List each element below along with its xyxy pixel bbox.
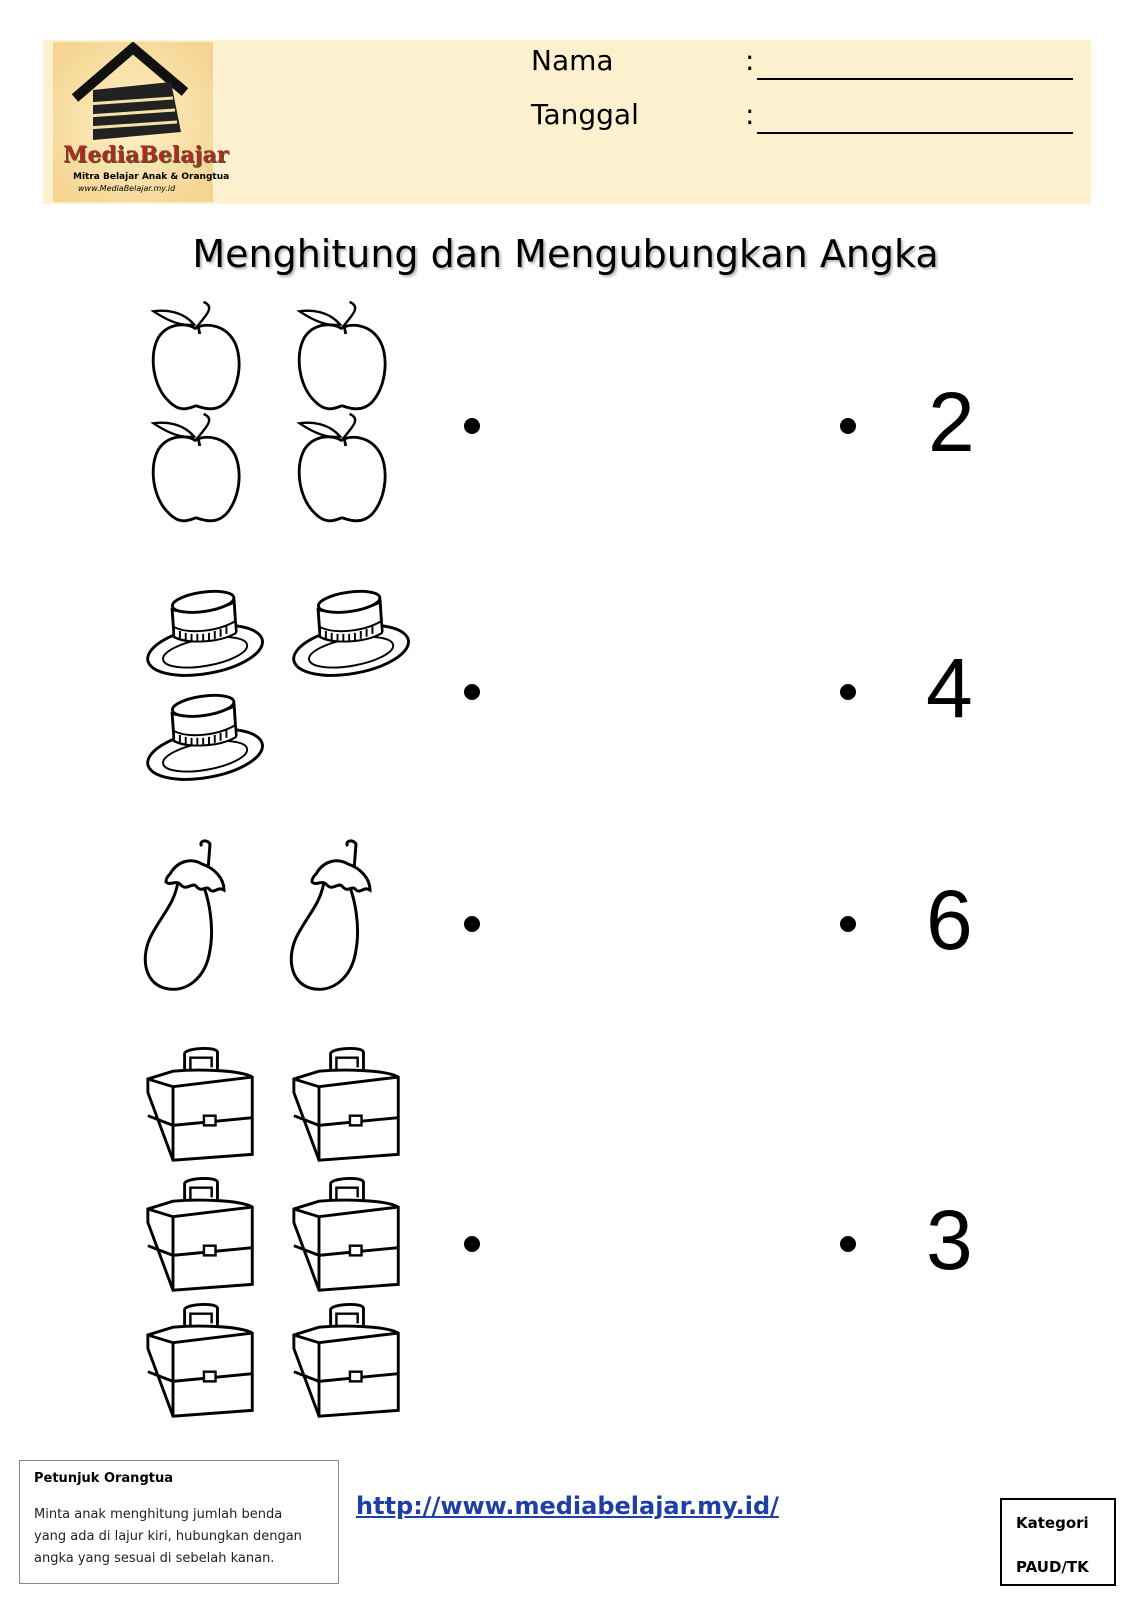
eggplant-icon (140, 838, 240, 998)
instructions-line: yang ada di lajur kiri, hubungkan dengan (34, 1529, 302, 1544)
category-label: Kategori (1016, 1514, 1089, 1532)
answer-number: 3 (926, 1193, 973, 1287)
logo-site: www.MediaBelajar.my.id (78, 184, 176, 193)
right-connect-dot[interactable] (840, 1236, 856, 1252)
header-banner (43, 40, 1091, 204)
logo-tagline: Mitra Belajar Anak & Orangtua (73, 172, 230, 182)
name-label: Nama (531, 44, 614, 77)
briefcase-icon (144, 1300, 260, 1426)
logo-wordmark: MediaBelajar (63, 142, 229, 168)
hat-icon (145, 580, 271, 678)
category-value: PAUD/TK (1016, 1558, 1089, 1576)
name-blank-line[interactable] (757, 78, 1073, 80)
instructions-title: Petunjuk Orangtua (34, 1471, 173, 1486)
apple-icon (148, 300, 244, 418)
left-connect-dot[interactable] (464, 418, 480, 434)
apple-icon (148, 412, 244, 530)
apple-icon (294, 300, 390, 418)
briefcase-icon (290, 1044, 406, 1170)
right-connect-dot[interactable] (840, 684, 856, 700)
name-colon: : (745, 44, 755, 77)
right-connect-dot[interactable] (840, 418, 856, 434)
answer-number: 4 (926, 641, 973, 735)
worksheet-title: Menghitung dan Mengubungkan Angka (192, 232, 939, 276)
left-connect-dot[interactable] (464, 916, 480, 932)
apple-icon (294, 412, 390, 530)
instructions-body (34, 1504, 324, 1570)
left-connect-dot[interactable] (464, 684, 480, 700)
eggplant-icon (286, 838, 386, 998)
date-blank-line[interactable] (757, 132, 1073, 134)
website-link[interactable]: http://www.mediabelajar.my.id/ (356, 1492, 779, 1520)
instructions-line: Minta anak menghitung jumlah benda (34, 1507, 283, 1522)
parent-instructions-box (19, 1460, 339, 1584)
hat-icon (145, 684, 271, 782)
left-connect-dot[interactable] (464, 1236, 480, 1252)
date-colon: : (745, 98, 755, 131)
briefcase-icon (144, 1044, 260, 1170)
right-connect-dot[interactable] (840, 916, 856, 932)
instructions-line: angka yang sesuai di sebelah kanan. (34, 1551, 275, 1566)
hat-icon (291, 580, 417, 678)
category-box (1000, 1498, 1116, 1586)
briefcase-icon (290, 1300, 406, 1426)
answer-number: 2 (928, 375, 975, 469)
date-label: Tanggal (531, 98, 639, 131)
briefcase-icon (290, 1174, 406, 1300)
briefcase-icon (144, 1174, 260, 1300)
answer-number: 6 (926, 873, 973, 967)
